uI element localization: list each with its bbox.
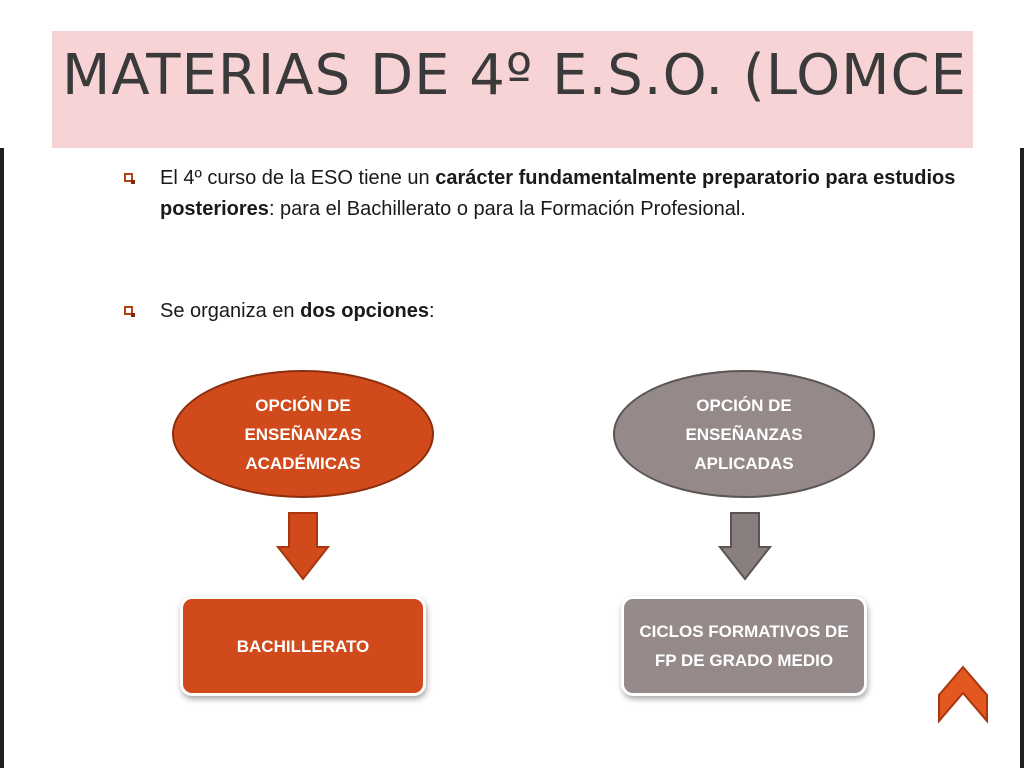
option-label-line: OPCIÓN DE: [255, 395, 351, 415]
result-label-line: FP DE GRADO MEDIO: [654, 651, 834, 670]
bullet-text-normal: : para el Bachillerato o para la Formación Profesional.: [268, 198, 746, 220]
result-label: BACHILLERATO: [236, 636, 370, 656]
bullet-text-bold: dos opciones: [300, 300, 430, 322]
result-label-line: CICLOS FORMATIVOS DE: [639, 622, 849, 641]
option-academicas-ellipse: [172, 370, 434, 498]
slide-title: MATERIAS DE 4º E.S.O. (LOMCE: [62, 43, 967, 108]
down-arrow-icon: [718, 511, 772, 581]
option-label-line: ENSEÑANZAS: [685, 424, 803, 444]
option-label-line: ACADÉMICAS: [245, 453, 361, 473]
down-arrow-icon: [276, 511, 330, 581]
square-bullet-icon: [124, 173, 133, 182]
bullet-text-2: [160, 296, 980, 327]
slide-right-edge: [1020, 148, 1024, 768]
slide-left-edge: [0, 148, 4, 768]
option-label-line: APLICADAS: [694, 453, 794, 473]
ciclos-formativos-box: [624, 599, 864, 693]
option-aplicadas-ellipse: [613, 370, 875, 498]
bullet-text-normal: El 4º curso de la ESO tiene un: [160, 167, 436, 189]
bullet-text-normal: :: [429, 300, 435, 322]
bullet-text-normal: Se organiza en: [160, 300, 301, 322]
bullet-text-bold: carácter fundamentalmente preparatorio para estudios posteriores: [160, 167, 956, 220]
square-bullet-icon: [124, 306, 133, 315]
bachillerato-box: [183, 599, 423, 693]
option-label-line: OPCIÓN DE: [696, 395, 792, 415]
chevron-up-icon[interactable]: [937, 665, 989, 725]
bullet-text-1: [160, 163, 980, 225]
option-label-line: ENSEÑANZAS: [244, 424, 362, 444]
